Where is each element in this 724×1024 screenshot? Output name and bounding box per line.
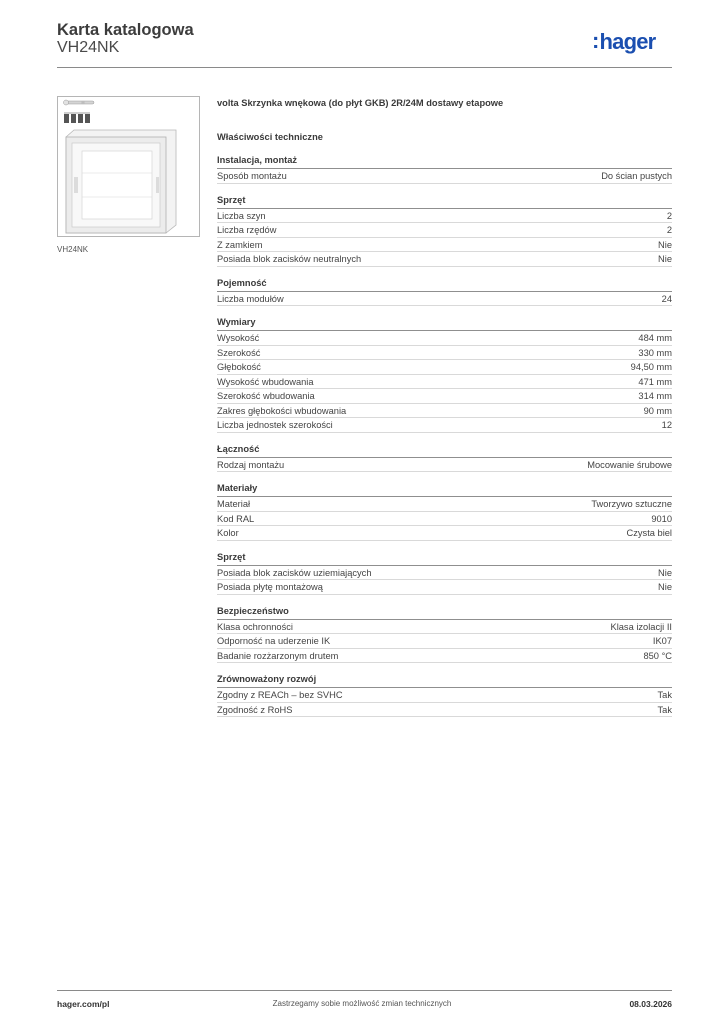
- spec-row: [217, 292, 672, 307]
- spec-label: Liczba modułów: [217, 293, 284, 304]
- spec-row: [217, 620, 672, 635]
- document-title: Karta katalogowa: [57, 21, 194, 39]
- spec-section: [217, 315, 672, 433]
- spec-label: Liczba jednostek szerokości: [217, 420, 333, 430]
- logo-colon-mark: :: [592, 28, 599, 53]
- spec-label: Odporność na uderzenie IK: [217, 636, 331, 646]
- footer-divider: [57, 990, 672, 991]
- spec-row: [217, 375, 672, 390]
- spec-value: IK07: [652, 636, 672, 646]
- spec-label: Badanie rozżarzonym drutem: [217, 650, 339, 661]
- spec-value: 484 mm: [638, 333, 672, 343]
- spec-label: Posiada blok zacisków uziemiających: [217, 567, 372, 578]
- spec-value: Nie: [658, 582, 672, 592]
- spec-row: [217, 526, 672, 541]
- spec-row: [217, 418, 672, 433]
- spec-section: [217, 193, 672, 267]
- spec-row: [217, 703, 672, 718]
- spec-row: [217, 169, 672, 184]
- hager-logo: [592, 29, 655, 55]
- spec-row: [217, 404, 672, 419]
- spec-value: Czysta biel: [626, 528, 672, 538]
- section-title: Łączność: [217, 442, 672, 458]
- spec-section: [217, 604, 672, 664]
- footer-disclaimer: Zastrzegamy sobie możliwość zmian technicznych: [272, 999, 452, 1008]
- spec-row: [217, 331, 672, 346]
- spec-label: Posiada blok zacisków neutralnych: [217, 254, 362, 264]
- spec-row: [217, 649, 672, 664]
- section-title: Bezpieczeństwo: [217, 604, 672, 620]
- spec-label: Kolor: [217, 528, 239, 538]
- spec-row: [217, 238, 672, 253]
- header-divider: [57, 67, 672, 68]
- spec-row: [217, 566, 672, 581]
- spec-value: Do ścian pustych: [601, 171, 672, 181]
- spec-section: [217, 442, 672, 473]
- spec-value: 850 °C: [643, 650, 672, 661]
- section-title: Pojemność: [217, 276, 672, 292]
- spec-value: Nie: [658, 239, 672, 250]
- spec-row: [217, 458, 672, 473]
- spec-label: Zgodny z REACh – bez SVHC: [217, 690, 343, 700]
- spec-sections: [217, 153, 672, 717]
- spec-label: Głębokość: [217, 362, 261, 372]
- product-code: VH24NK: [57, 39, 120, 56]
- product-image: [57, 96, 200, 237]
- spec-label: Zgodność z RoHS: [217, 704, 293, 715]
- product-title: volta Skrzynka wnękowa (do płyt GKB) 2R/24M dostawy etapowe: [217, 98, 504, 108]
- spec-row: [217, 223, 672, 238]
- spec-value: 314 mm: [638, 391, 672, 401]
- section-title: Materiały: [217, 481, 672, 497]
- spec-section: [217, 153, 672, 184]
- spec-row: [217, 209, 672, 224]
- spec-row: [217, 360, 672, 375]
- image-caption: VH24NK: [57, 245, 89, 254]
- spec-label: Posiada płytę montażową: [217, 582, 323, 592]
- spec-value: Tak: [657, 704, 672, 715]
- section-title: Instalacja, montaż: [217, 153, 672, 169]
- section-title: Sprzęt: [217, 550, 672, 566]
- enclosure-illustration: [58, 97, 199, 236]
- spec-label: Liczba rzędów: [217, 225, 277, 235]
- spec-value: Tak: [657, 690, 672, 700]
- spec-label: Kod RAL: [217, 513, 255, 524]
- spec-row: [217, 512, 672, 527]
- spec-value: Nie: [658, 254, 672, 264]
- spec-label: Szerokość: [217, 347, 261, 358]
- spec-label: Zakres głębokości wbudowania: [217, 405, 347, 416]
- spec-label: Z zamkiem: [217, 239, 263, 250]
- terminal-blocks-graphic: [64, 112, 90, 123]
- screw-accessory-graphic: [64, 100, 95, 105]
- footer-date: 08.03.2026: [629, 999, 672, 1009]
- spec-label: Rodzaj montażu: [217, 459, 285, 470]
- logo-text: hager: [599, 29, 656, 54]
- spec-value: 2: [666, 225, 672, 235]
- spec-section: [217, 276, 672, 307]
- spec-value: 471 mm: [638, 376, 672, 387]
- section-title: Wymiary: [217, 315, 672, 331]
- spec-row: [217, 688, 672, 703]
- spec-section: [217, 481, 672, 541]
- spec-label: Materiał: [217, 499, 251, 509]
- spec-value: 94,50 mm: [630, 362, 672, 372]
- spec-section: [217, 672, 672, 717]
- spec-row: [217, 389, 672, 404]
- section-title: Zrównoważony rozwój: [217, 672, 672, 688]
- product-spec-sheet: [217, 96, 672, 717]
- spec-value: Mocowanie śrubowe: [587, 459, 672, 470]
- spec-value: Klasa izolacji II: [610, 621, 672, 632]
- spec-row: [217, 580, 672, 595]
- spec-value: 9010: [651, 513, 672, 524]
- spec-label: Wysokość wbudowania: [217, 376, 314, 387]
- enclosure-body-graphic: [66, 130, 176, 233]
- spec-value: Nie: [658, 567, 672, 578]
- spec-label: Szerokość wbudowania: [217, 391, 315, 401]
- spec-label: Klasa ochronności: [217, 621, 293, 632]
- spec-value: 330 mm: [638, 347, 672, 358]
- spec-value: 2: [666, 210, 672, 221]
- spec-section: [217, 550, 672, 595]
- footer-website: hager.com/pl: [57, 999, 110, 1009]
- spec-label: Sposób montażu: [217, 171, 287, 181]
- spec-row: [217, 497, 672, 512]
- spec-value: 24: [661, 293, 672, 304]
- section-title: Sprzęt: [217, 193, 672, 209]
- spec-row: [217, 252, 672, 267]
- spec-row: [217, 634, 672, 649]
- spec-value: 90 mm: [643, 405, 672, 416]
- spec-value: Tworzywo sztuczne: [591, 499, 672, 509]
- spec-label: Wysokość: [217, 333, 260, 343]
- technical-properties-heading: Właściwości techniczne: [217, 132, 323, 142]
- spec-value: 12: [661, 420, 672, 430]
- spec-label: Liczba szyn: [217, 210, 266, 221]
- spec-row: [217, 346, 672, 361]
